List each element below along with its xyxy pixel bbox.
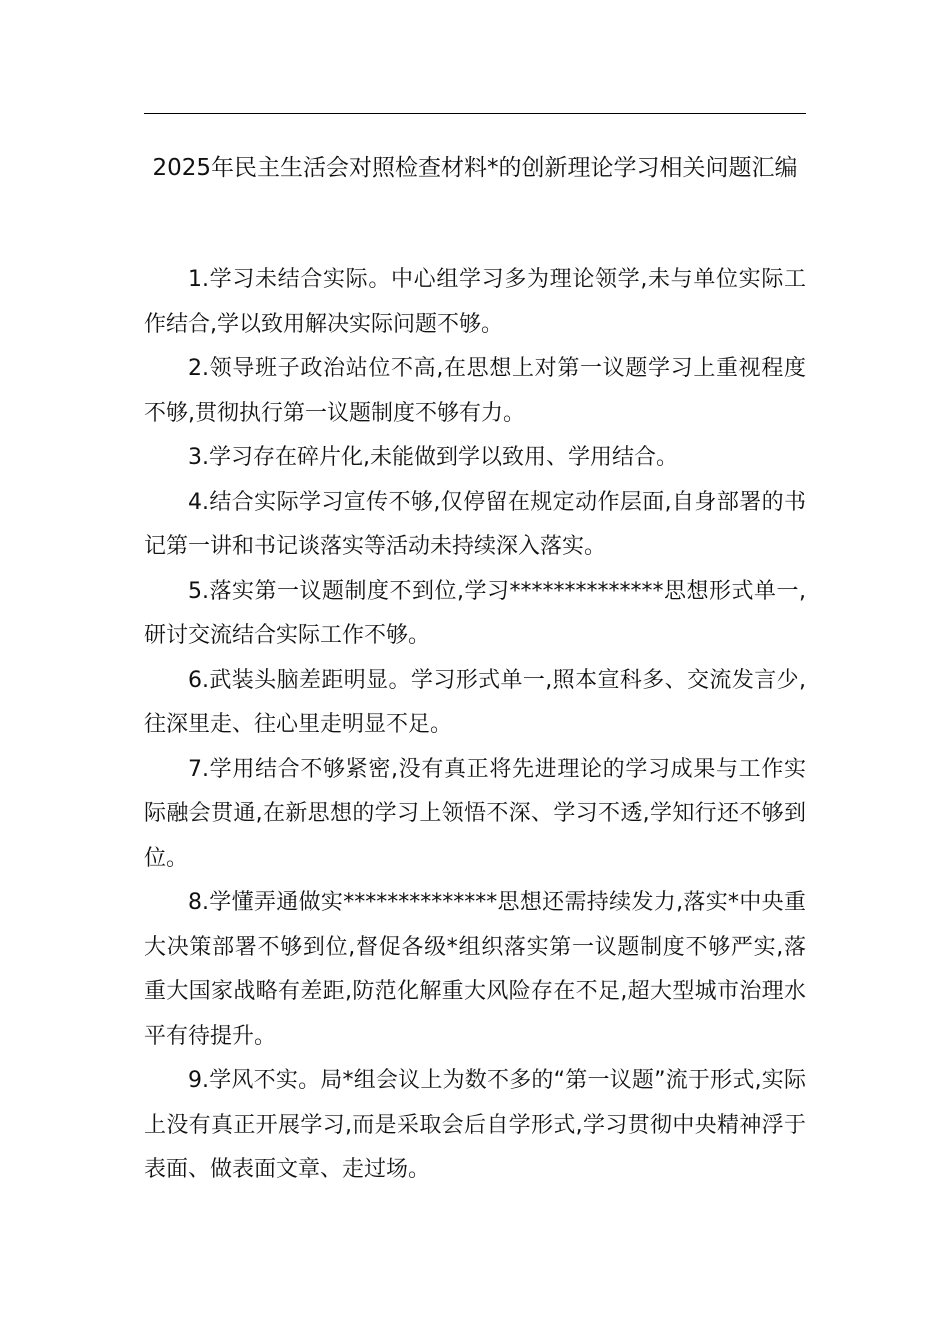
document-body [144, 258, 806, 1193]
paragraph-9: 9.学风不实。局*组会议上为数不多的“第一议题”流于形式,实际上没有真正开展学习,而是采取会后自学形式,学习贯彻中央精神浮于表面、做表面文章、走过场。 [144, 1068, 806, 1182]
paragraph-4: 4.结合实际学习宣传不够,仅停留在规定动作层面,自身部署的书记第一讲和书记谈落实等活动未持续深入落实。 [144, 489, 806, 559]
paragraph-8: 8.学懂弄通做实**************思想还需持续发力,落实*中央重大决策部署不够到位,督促各级*组织落实第一议题制度不够严实,落重大国家战略有差距,防范化解重大风险存在不足,超大型城市治理水平有待提升。 [144, 890, 806, 1049]
paragraph-3: 3.学习存在碎片化,未能做到学以致用、学用结合。 [188, 445, 678, 470]
paragraph-7: 7.学用结合不够紧密,没有真正将先进理论的学习成果与工作实际融会贯通,在新思想的学习上领悟不深、学习不透,学知行还不够到位。 [144, 756, 806, 871]
paragraph-5: 5.落实第一议题制度不到位,学习**************思想形式单一,研讨交流结合实际工作不够。 [144, 578, 806, 648]
header-rule [144, 113, 806, 114]
paragraph-1: 1.学习未结合实际。中心组学习多为理论领学,未与单位实际工作结合,学以致用解决实际问题不够。 [144, 267, 806, 337]
document-title: 2025年民主生活会对照检查材料*的创新理论学习相关问题汇编 [152, 155, 798, 181]
paragraph-6: 6.武装头脑差距明显。学习形式单一,照本宣科多、交流发言少,往深里走、往心里走明显不足。 [144, 667, 806, 737]
paragraph-2: 2.领导班子政治站位不高,在思想上对第一议题学习上重视程度不够,贯彻执行第一议题制度不够有力。 [144, 356, 806, 426]
